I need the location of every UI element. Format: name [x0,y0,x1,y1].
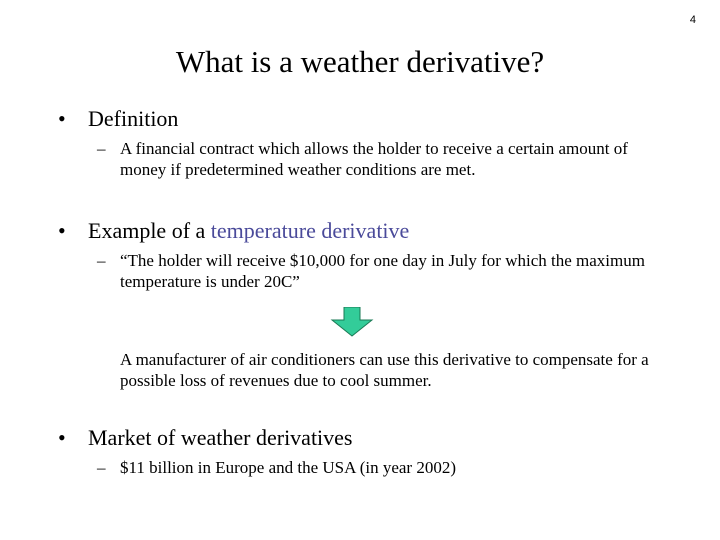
bullet-label: Market of weather derivatives [88,425,353,450]
bullet-marker: • [58,425,66,450]
dash-marker: – [97,139,106,158]
bullet-label: Definition [88,106,179,131]
bullet-definition [58,106,178,132]
down-arrow-icon [330,307,374,337]
bullet-example [58,218,409,244]
bullet-marker: • [58,106,66,131]
bullet-marker: • [58,218,66,243]
dash-marker: – [97,458,106,477]
market-detail [97,457,677,478]
highlight-term: temperature derivative [210,218,410,243]
market-text: $11 billion in Europe and the USA (in year 2002) [120,458,457,477]
example-result: A manufacturer of air conditioners can use this derivative to compensate for a possible loss of revenues due to cool summer. [120,350,649,390]
definition-text: A financial contract which allows the holder to receive a certain amount of money if predetermined weather conditions are met. [120,139,628,179]
bullet-market [58,425,353,451]
down-arrow-shape [332,307,372,336]
definition-detail [97,138,677,180]
example-detail [97,250,677,292]
example-quote: “The holder will receive $10,000 for one day in July for which the maximum temperature is under 20C” [120,251,645,291]
dash-marker: – [97,251,106,270]
page-number: 4 [689,14,696,26]
bullet-label: Example of a [88,218,211,243]
slide-title: What is a weather derivative? [175,44,545,79]
